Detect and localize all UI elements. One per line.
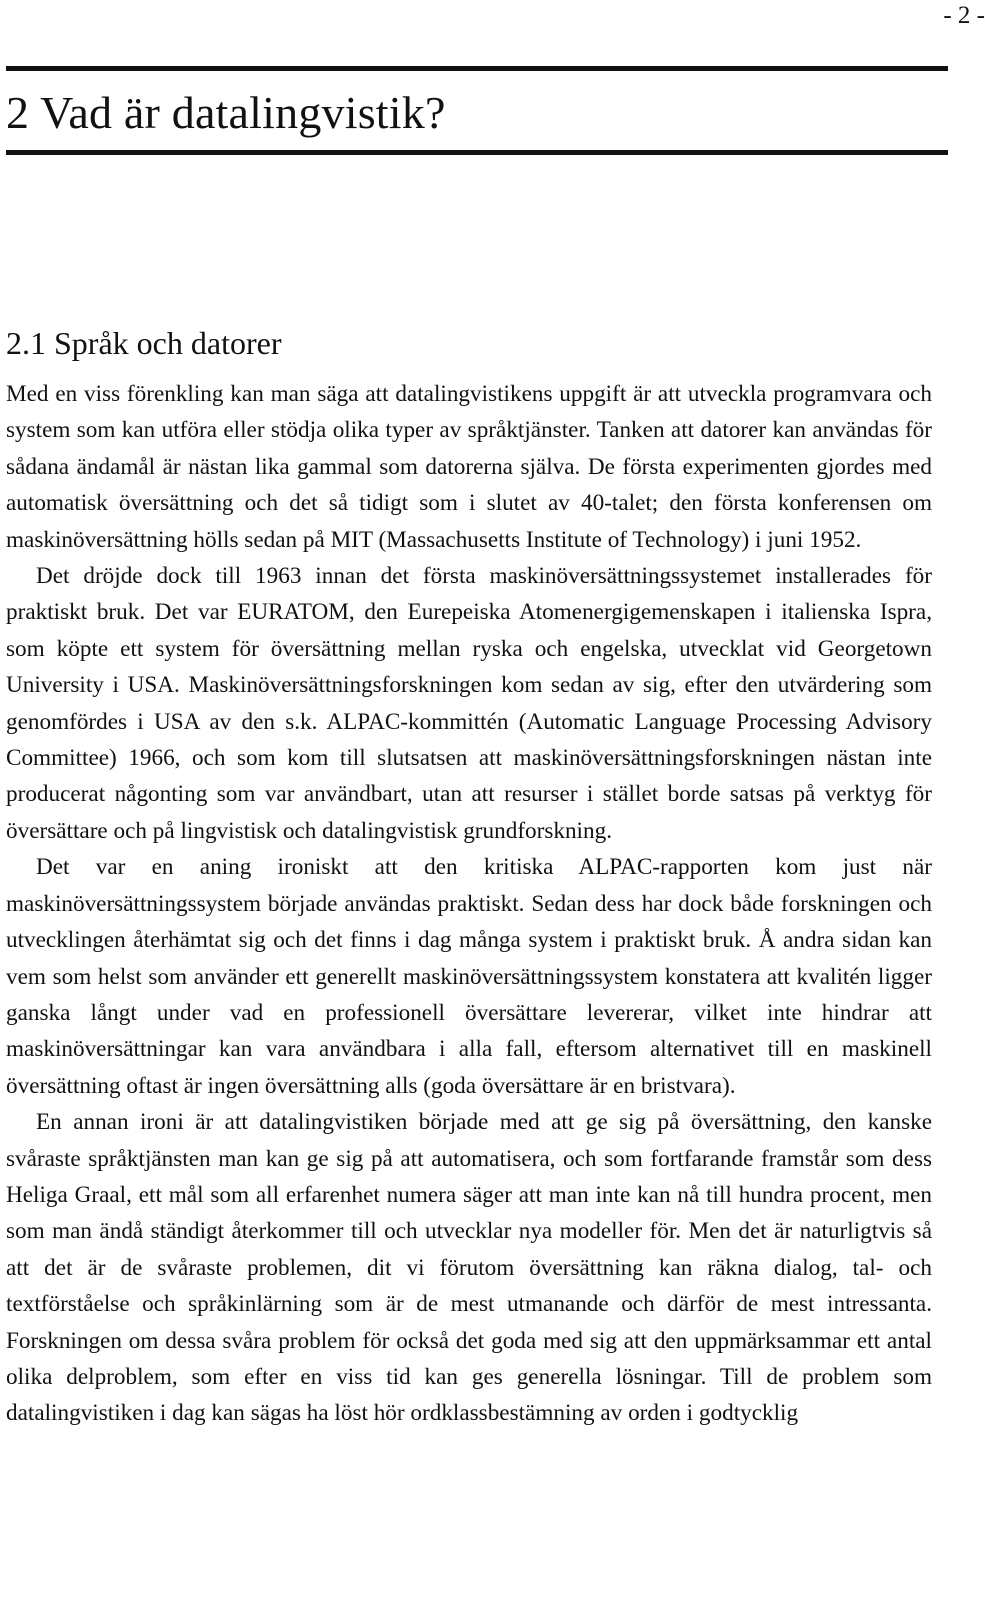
paragraph: Det var en aning ironiskt att den kritiska ALPAC-rapporten kom just när maskinöversättningssystem började användas praktiskt. Sedan dess har dock både forskningen och utvecklingen återhämtat sig och det finns i dag många system i praktiskt bruk. Å andra sidan kan vem som helst som använder ett generellt maskinöversättningssystem konstatera att kvalitén ligger ganska långt under vad en professionell översättare levererar, vilket inte hindrar att maskinöversättningar kan vara användbara i alla fall, eftersom alternativet till en maskinell översättning oftast är ingen översättning alls (goda översättare är en bristvara). — [6, 854, 932, 1099]
paragraph: En annan ironi är att datalingvistiken började med att ge sig på översättning, den kanske svåraste språktjänsten man kan ge sig på att automatisera, och som fortfarande framstår som dess Heliga Graal, ett mål som all erfarenhet numera säger att man inte kan nå till hundra procent, men som man ändå ständigt återkommer till och utvecklar nya modeller för. Men det är naturligtvis så att det är de svåraste problemen, dit vi förutom översättning kan räkna dialog, tal- och textförståelse och språkinlärning som är de mest utmanande och därför de mest intressanta. Forskningen om dessa svåra problem för också det goda med sig att den uppmärksammar ett antal olika delproblem, som efter en viss tid kan ges generella lösningar. Till de problem som datalingvistiken i dag kan sägas ha löst hör ordklassbestämning av orden i godtycklig — [6, 1109, 932, 1427]
page-number: - 2 - — [943, 2, 985, 29]
paragraph: Med en viss förenkling kan man säga att datalingvistikens uppgift är att utveckla programvara och system som kan utföra eller stödja olika typer av språktjänster. Tanken att datorer kan användas för sådana ändamål är nästan lika gammal som datorerna själva. De första experimenten gjordes med automatisk översättning och det så tidigt som i slutet av 40-talet; den första konferensen om maskinöversättning hölls sedan på MIT (Massachusetts Institute of Technology) i juni 1952. — [6, 381, 932, 553]
section-title: 2.1 Språk och datorer — [6, 325, 282, 361]
chapter-rule-top — [6, 66, 948, 71]
paragraph: Det dröjde dock till 1963 innan det första maskinöversättningssystemet installerades för praktiskt bruk. Det var EURATOM, den Eurepeiska Atomenergigemenskapen i italienska Ispra, som köpte ett system för översättning mellan ryska och engelska, utvecklat vid Georgetown University i USA. Maskinöversättningsforskningen kom sedan av sig, efter den utvärdering som genomfördes i USA av den s.k. ALPAC-kommittén (Automatic Language Processing Advisory Committee) 1966, och som kom till slutsatsen att maskinöversättningsforskningen nästan inte producerat någonting som var användbart, utan att resurser i stället borde satsas på verktyg för översättare och på lingvistisk och datalingvistisk grundforskning. — [6, 563, 932, 844]
chapter-rule-bottom — [6, 150, 948, 155]
chapter-title: 2 Vad är datalingvistik? — [6, 87, 446, 138]
body-text — [6, 376, 932, 1432]
